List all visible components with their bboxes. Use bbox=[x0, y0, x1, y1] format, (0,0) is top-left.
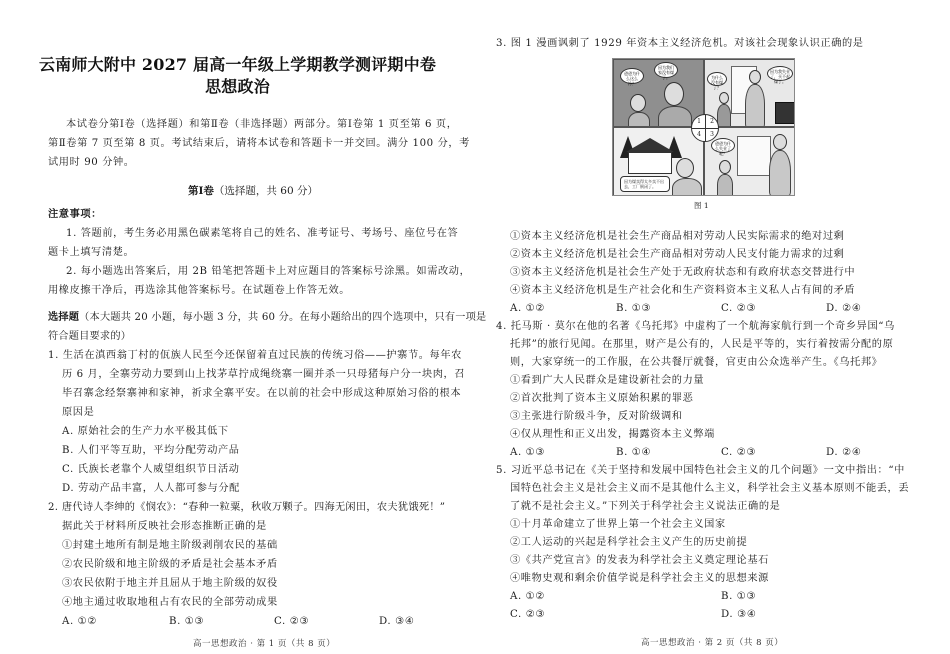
q3-option-b: B. ①③ bbox=[616, 303, 652, 314]
figure-caption: 图 1 bbox=[694, 201, 709, 210]
father-body bbox=[658, 106, 692, 127]
comic-panel-4 bbox=[613, 127, 704, 196]
speech-bubble: 爸爸为什么这么冷？ bbox=[620, 68, 644, 84]
q5-option-b: B. ①③ bbox=[721, 591, 757, 602]
q3-statement: ①资本主义经济危机是社会生产商品相对劳动人民实际需求的绝对过剩 bbox=[510, 231, 845, 242]
q2-stem: 2. 唐代诗人李绅的《悯农》：“春种一粒粟，秋收万颗子。四海无闲田，农夫犹饿死！” bbox=[48, 502, 446, 513]
father-body bbox=[769, 150, 791, 196]
q4-option-a: A. ①③ bbox=[510, 447, 546, 458]
panel-number: 3 bbox=[710, 131, 714, 138]
q1-option-c: C. 氏族长老靠个人威望组织节日活动 bbox=[62, 464, 240, 475]
panel-number: 4 bbox=[697, 131, 701, 138]
notice-title: 注意事项： bbox=[48, 208, 102, 220]
comic-panel-1 bbox=[613, 59, 704, 127]
q1-option-b: B. 人们平等互助，平均分配劳动产品 bbox=[62, 445, 240, 456]
q4-option-c: C. ②③ bbox=[721, 447, 757, 458]
q4-statement: ③主张进行阶级斗争，反对阶级调和 bbox=[510, 411, 683, 422]
exam-title: 云南师大附中 2027 届高一年级上学期教学测评期中卷 bbox=[38, 55, 437, 74]
intro-line: 第Ⅱ卷第 7 页至第 8 页。考试结束后，请将本试卷和答题卡一并交回。满分 100 分，考 bbox=[48, 138, 470, 149]
child-body bbox=[717, 104, 731, 127]
q1-stem: 历 6 月，全寨劳动力要到山上找茅草拧成绳绕寨一圈并杀一只母猪每户分一块肉，召 bbox=[62, 369, 466, 380]
choice-desc-line2: 符合题目要求的） bbox=[48, 331, 132, 342]
q5-option-d: D. ③④ bbox=[721, 609, 757, 620]
father-figure bbox=[664, 82, 684, 106]
speech-bubble: 因为我失业了，买不起煤了。 bbox=[767, 66, 793, 81]
notice-line: 1. 答题前，考生务必用黑色碳素笔将自己的姓名、准考证号、考场号、座位号在答 bbox=[66, 228, 459, 239]
q1-stem: 原因是 bbox=[62, 407, 95, 418]
q5-stem: 国特色社会主义是社会主义而不是其他什么主义，科学社会主义基本原则不能丢，丢 bbox=[510, 483, 910, 494]
father-body bbox=[672, 178, 702, 196]
q4-statement: ②首次批判了资本主义原始积累的罪恶 bbox=[510, 393, 694, 404]
father-figure bbox=[773, 134, 787, 150]
q5-stem: 了就不是社会主义。”下列关于科学社会主义说法正确的是 bbox=[510, 501, 781, 512]
q3-statement: ②资本主义经济危机是社会生产商品相对劳动人民支付能力需求的过剩 bbox=[510, 249, 845, 260]
q2-statement: ①封建土地所有制是地主阶级剥削农民的基础 bbox=[62, 540, 278, 551]
house bbox=[628, 152, 672, 174]
child-body bbox=[628, 112, 650, 127]
q1-option-a: A. 原始社会的生产力水平极其低下 bbox=[62, 426, 229, 437]
q2-statement: ②农民阶级和地主阶级的矛盾是社会基本矛盾 bbox=[62, 559, 278, 570]
q4-statement: ④仅从理性和正义出发，揭露资本主义弊端 bbox=[510, 429, 715, 440]
choice-section-desc bbox=[48, 308, 486, 327]
page-footer: 高一思想政治 · 第 1 页（共 8 页） bbox=[193, 639, 336, 649]
q1-stem: 毕召寨念经祭寨神和家神，祈求全寨平安。在以前的社会中形成这种原始习俗的根本 bbox=[62, 388, 462, 399]
q3-option-a: A. ①② bbox=[510, 303, 546, 314]
section-heading-bold: 第Ⅰ卷 bbox=[188, 185, 214, 197]
q3-option-d: D. ②④ bbox=[826, 303, 862, 314]
q2-stem: 据此关于材料所反映社会形态推断正确的是 bbox=[62, 521, 267, 532]
q5-statement: ①十月革命建立了世界上第一个社会主义国家 bbox=[510, 519, 726, 530]
exam-subject: 思想政治 bbox=[205, 77, 270, 96]
q3-statement: ③资本主义经济危机是社会生产处于无政府状态和有政府状态交替进行中 bbox=[510, 267, 856, 278]
q3-stem: 3. 图 1 漫画讽刺了 1929 年资本主义经济危机。对该社会现象认识正确的是 bbox=[496, 38, 864, 49]
q3-statement: ④资本主义经济危机是生产社会化和生产资料资本主义私人占有间的矛盾 bbox=[510, 285, 856, 296]
q5-statement: ④唯物史观和剩余价值学说是科学社会主义的思想来源 bbox=[510, 573, 769, 584]
q2-option-d: D. ③④ bbox=[379, 616, 415, 627]
q5-option-c: C. ②③ bbox=[510, 609, 546, 620]
caption-box: 因为煤卖得太多卖不出去，工厂倒闭了。 bbox=[620, 176, 670, 192]
speech-bubble: 为什么没有煤了？ bbox=[707, 72, 727, 86]
panel-number-wheel bbox=[691, 114, 719, 142]
child-body bbox=[717, 174, 733, 196]
q5-statement: ③《共产党宣言》的发表为科学社会主义奠定理论基石 bbox=[510, 555, 769, 566]
section-heading-rest: （选择题，共 60 分） bbox=[213, 185, 318, 197]
panel-number: 2 bbox=[710, 118, 714, 125]
child-figure bbox=[719, 92, 729, 104]
notice-line: 用橡皮擦干净后，再选涂其他答案标号。在试题卷上作答无效。 bbox=[48, 285, 351, 296]
q3-option-c: C. ②③ bbox=[721, 303, 757, 314]
child-figure bbox=[630, 94, 646, 112]
q2-statement: ③农民依附于地主并且屈从于地主阶级的奴役 bbox=[62, 578, 278, 589]
fireplace bbox=[775, 102, 795, 124]
choice-label: 选择题 bbox=[48, 311, 80, 323]
q2-option-c: C. ②③ bbox=[274, 616, 310, 627]
q4-option-b: B. ①④ bbox=[616, 447, 652, 458]
house-roof bbox=[626, 138, 674, 152]
q1-option-d: D. 劳动产品丰富，人人都可参与分配 bbox=[62, 483, 240, 494]
comic-figure bbox=[612, 58, 795, 196]
q4-stem: 则，大家穿统一的工作服，在公共餐厅就餐，官吏由公众选举产生。《乌托邦》 bbox=[510, 357, 883, 368]
father-figure bbox=[676, 158, 694, 178]
choice-desc: （本大题共 20 小题，每小题 3 分，共 60 分。在每小题给出的四个选项中，只有一项是 bbox=[79, 312, 487, 323]
notice-line: 2. 每小题选出答案后，用 2B 铅笔把答题卡上对应题目的答案标号涂黑。如需改动， bbox=[66, 266, 471, 277]
q2-statement: ④地主通过收取地租占有农民的全部劳动成果 bbox=[62, 597, 278, 608]
notice-line: 题卡上填写清楚。 bbox=[48, 247, 135, 258]
q4-stem: 4. 托马斯 · 莫尔在他的名著《乌托邦》中虚构了一个航海家航行到一个奇乡异国“乌 bbox=[496, 321, 895, 332]
section-heading bbox=[188, 183, 318, 198]
speech-bubble: 爸爸为什么失业了呢？ bbox=[711, 138, 735, 153]
q2-option-a: A. ①② bbox=[62, 616, 98, 627]
window bbox=[737, 136, 771, 176]
father-body bbox=[745, 84, 765, 127]
q5-option-a: A. ①② bbox=[510, 591, 546, 602]
q4-stem: 托邦”的旅行见闻。在那里，财产是公有的，人民是平等的，实行着按需分配的原 bbox=[510, 339, 894, 350]
panel-number: 1 bbox=[697, 118, 701, 125]
father-figure bbox=[749, 70, 761, 84]
q4-statement: ①看到广大人民群众是建设新社会的力量 bbox=[510, 375, 705, 386]
intro-line: 试用时 90 分钟。 bbox=[48, 157, 135, 168]
q1-stem: 1. 生活在滇西翁丁村的佤族人民至今还保留着直过民族的传统习俗——护寨节。每年农 bbox=[48, 350, 462, 361]
intro-line: 本试卷分第Ⅰ卷（选择题）和第Ⅱ卷（非选择题）两部分。第Ⅰ卷第 1 页至第 6 页， bbox=[66, 119, 458, 130]
q5-statement: ②工人运动的兴起是科学社会主义产生的历史前提 bbox=[510, 537, 748, 548]
q4-option-d: D. ②④ bbox=[826, 447, 862, 458]
page-footer: 高一思想政治 · 第 2 页（共 8 页） bbox=[641, 638, 784, 648]
q5-stem: 5. 习近平总书记在《关于坚持和发展中国特色社会主义的几个问题》一文中指出：“中 bbox=[496, 465, 905, 476]
speech-bubble: 因为我们家没有煤了。 bbox=[654, 62, 678, 78]
child-figure bbox=[719, 160, 731, 174]
q2-option-b: B. ①③ bbox=[169, 616, 205, 627]
